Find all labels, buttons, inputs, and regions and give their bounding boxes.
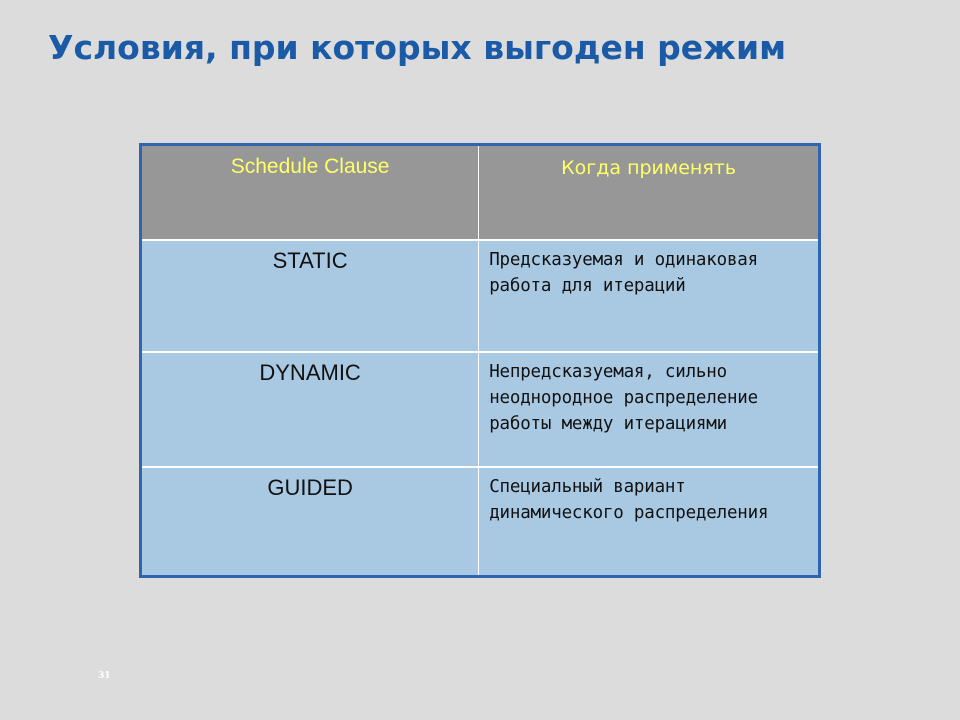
table-row xyxy=(141,352,820,467)
page-number: 31 xyxy=(98,671,111,681)
usage-cell: Специальный вариант динамического распределения xyxy=(479,467,820,577)
clause-cell: STATIC xyxy=(141,240,479,352)
header-schedule-clause: Schedule Clause xyxy=(141,145,479,241)
table-header-row xyxy=(141,145,820,241)
usage-cell: Предсказуемая и одинаковая работа для итераций xyxy=(479,240,820,352)
usage-cell: Непредсказуемая, сильно неоднородное распределение работы между итерациями xyxy=(479,352,820,467)
table-row xyxy=(141,240,820,352)
slide-title: Условия, при которых выгоден режим xyxy=(48,28,787,67)
schedule-table xyxy=(139,143,821,578)
clause-cell: DYNAMIC xyxy=(141,352,479,467)
table-row xyxy=(141,467,820,577)
clause-cell: GUIDED xyxy=(141,467,479,577)
header-when-to-use: Когда применять xyxy=(479,145,820,241)
